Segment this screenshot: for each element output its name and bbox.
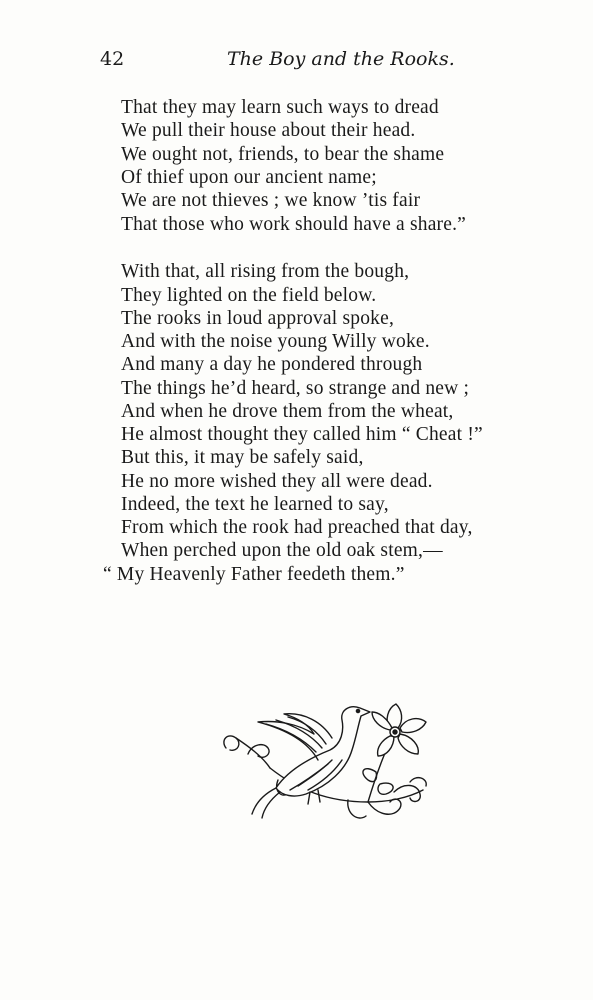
verse-line: “ My Heavenly Father feedeth them.” (103, 564, 405, 585)
verse-line: The things he’d heard, so strange and new ; (121, 378, 470, 399)
verse-line: And with the noise young Willy woke. (121, 331, 430, 352)
verse-line: We are not thieves ; we know ’tis fair (121, 190, 421, 211)
running-title: The Boy and the Rooks. (227, 48, 455, 70)
verse-line: He no more wished they all were dead. (121, 471, 433, 492)
verse-line: And many a day he pondered through (121, 354, 423, 375)
verse-line: That those who work should have a share.” (121, 214, 467, 235)
verse-line: Indeed, the text he learned to say, (121, 494, 389, 515)
bird-and-flower-vignette-icon (218, 690, 438, 830)
verse-line: We pull their house about their head. (121, 120, 416, 141)
verse-line: The rooks in loud approval spoke, (121, 308, 395, 329)
verse-line: With that, all rising from the bough, (121, 261, 410, 282)
verse-line: But this, it may be safely said, (121, 447, 364, 468)
verse-line: When perched upon the old oak stem,— (121, 540, 443, 561)
page-number: 42 (100, 48, 125, 70)
verse-line: He almost thought they called him “ Cheat !” (121, 424, 483, 445)
verse-line: Of thief upon our ancient name; (121, 167, 377, 188)
verse-line: They lighted on the field below. (121, 285, 377, 306)
verse-line: From which the rook had preached that day, (121, 517, 473, 538)
verse-line: We ought not, friends, to bear the shame (121, 144, 445, 165)
verse-line: And when he drove them from the wheat, (121, 401, 454, 422)
running-header (0, 48, 593, 78)
verse-line: That they may learn such ways to dread (121, 97, 439, 118)
